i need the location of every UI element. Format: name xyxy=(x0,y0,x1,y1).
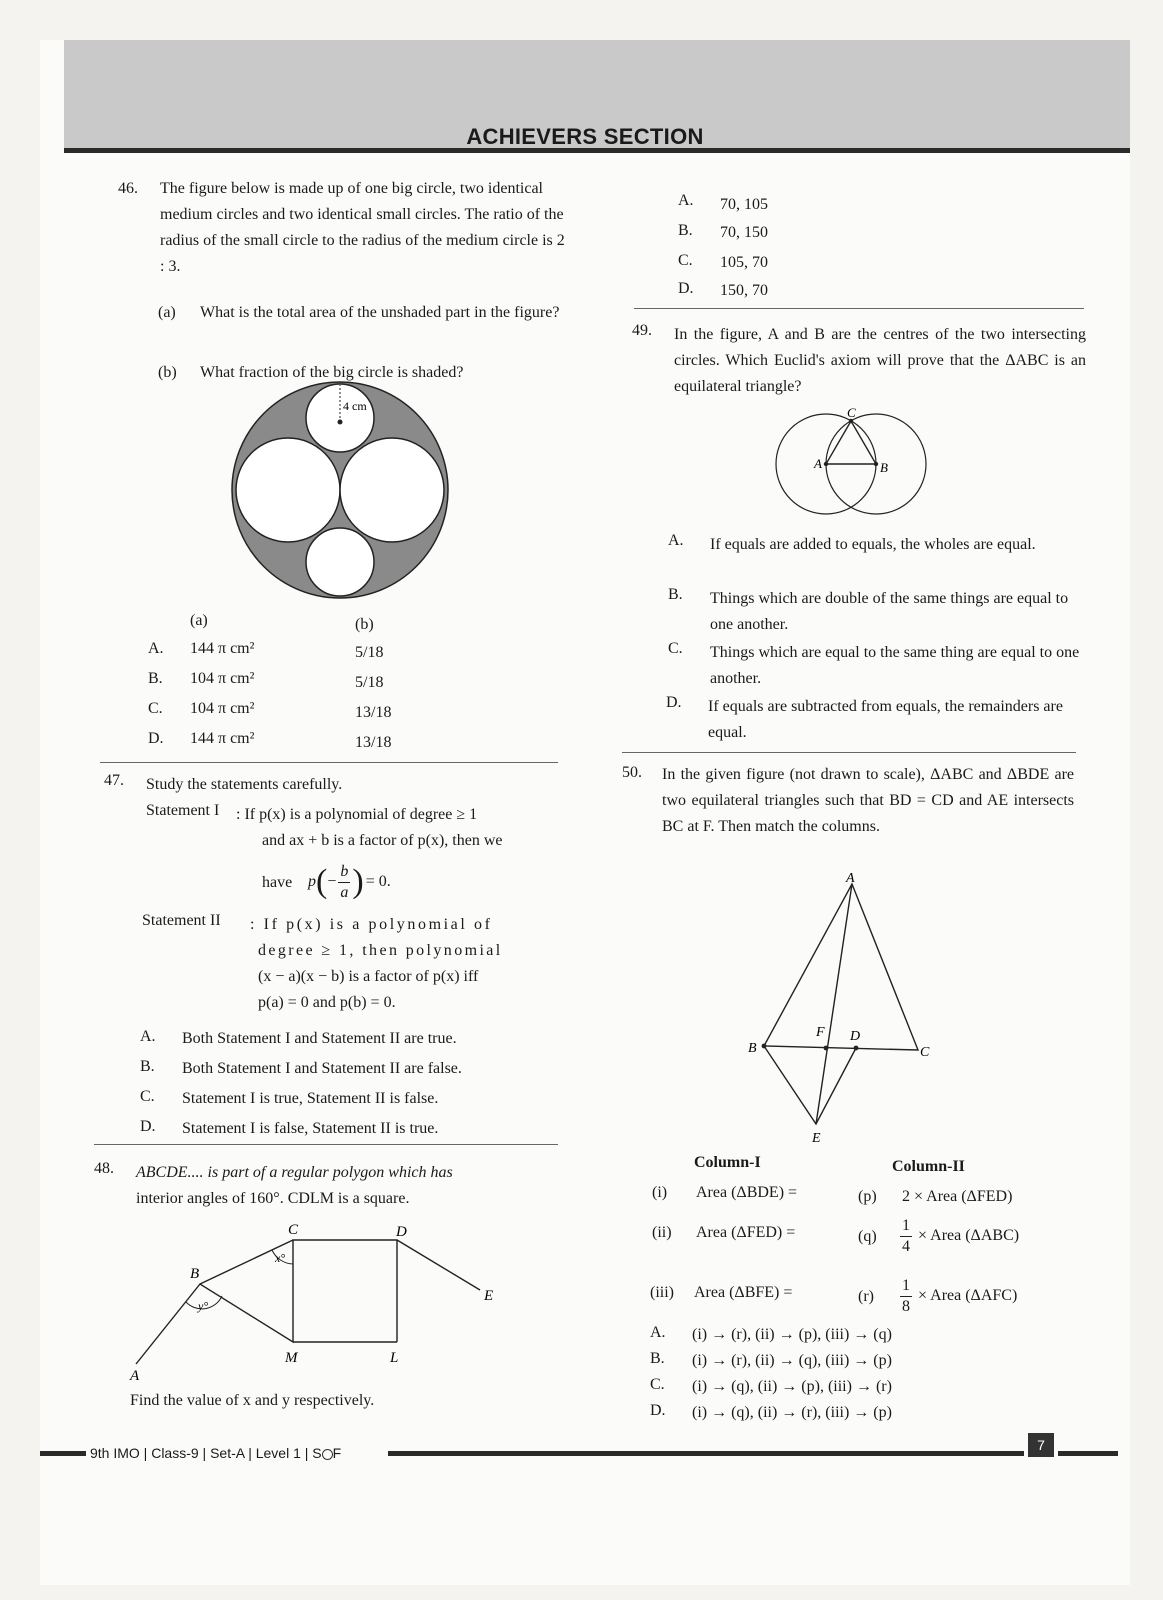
label-A: A xyxy=(130,1368,140,1384)
q48-number: 48. xyxy=(94,1160,114,1177)
divider xyxy=(100,762,558,763)
footer-rule-right xyxy=(1058,1451,1118,1456)
q50-row-right-label: (p) xyxy=(858,1188,877,1205)
q50-row-right: 2 × Area (ΔFED) xyxy=(902,1188,1013,1205)
q47-s1-line2: and ax + b is a factor of p(x), then we xyxy=(262,832,503,849)
q49-option-text: Things which are double of the same things are equal to one another. xyxy=(710,590,1069,633)
q47-option-letter[interactable]: A. xyxy=(140,1028,156,1045)
q50-row-label: (iii) xyxy=(650,1284,674,1301)
divider xyxy=(622,752,1076,753)
q50-number: 50. xyxy=(622,764,642,781)
q50-row-right-label: (q) xyxy=(858,1228,877,1245)
label-B: B xyxy=(190,1266,200,1282)
q46-col-b-header: (b) xyxy=(355,616,374,633)
q50-row-right-fraction xyxy=(900,1212,1019,1260)
q46-option-b: 13/18 xyxy=(355,704,392,721)
q46-option-letter[interactable]: B. xyxy=(148,670,163,687)
section-title: ACHIEVERS SECTION xyxy=(466,124,704,149)
q48-option-text: 70, 150 xyxy=(720,224,768,241)
q46-option-b: 13/18 xyxy=(355,734,392,751)
q47-option-text: Statement I is true, Statement II is false. xyxy=(182,1090,439,1107)
q50-row-right-fraction xyxy=(900,1272,1017,1320)
q49-option-text: Things which are equal to the same thing are equal to one another. xyxy=(710,644,1080,687)
q47-option-letter[interactable]: C. xyxy=(140,1088,155,1105)
label-C: C xyxy=(920,1045,930,1060)
label-B: B xyxy=(880,460,888,475)
q46-option-a: 104 π cm² xyxy=(190,700,255,717)
label-A: A xyxy=(846,871,855,886)
q48-option-text: 70, 105 xyxy=(720,196,768,213)
q49-option-letter[interactable]: B. xyxy=(668,586,683,603)
q47-equals: = 0. xyxy=(365,873,391,890)
q50-option-letter[interactable]: C. xyxy=(650,1376,665,1393)
q50-row-label: (ii) xyxy=(652,1224,672,1241)
q48-question: Find the value of x and y respectively. xyxy=(130,1392,375,1409)
q48-option-letter[interactable]: A. xyxy=(678,192,694,209)
footer-rule-middle xyxy=(388,1451,1024,1456)
q47-s2-line2: degree ≥ 1, then polynomial xyxy=(258,942,503,959)
radius-label: 4 cm xyxy=(343,399,367,413)
q47-option-letter[interactable]: D. xyxy=(140,1118,156,1135)
footer-logo-f: F xyxy=(332,1445,342,1461)
label-D: D xyxy=(850,1029,861,1044)
q47-s2-label: Statement II xyxy=(142,912,221,929)
sof-logo-icon xyxy=(322,1449,333,1460)
q47-fraction-expression: p ( − $\frac{b}{a}$ ) = 0. xyxy=(308,862,391,901)
footer-series: 9th IMO | Class-9 | Set-A | Level 1 | S xyxy=(90,1445,322,1461)
divider xyxy=(94,1144,558,1145)
q49-option-letter[interactable]: C. xyxy=(668,640,683,657)
q50-row-right-label: (r) xyxy=(858,1288,874,1305)
q46-sub-a-label: (a) xyxy=(158,304,176,321)
q46-option-a: 144 π cm² xyxy=(190,640,255,657)
q50-col2-header: Column-II xyxy=(892,1158,965,1175)
q50-row-left: Area (ΔBDE) = xyxy=(696,1184,798,1201)
q47-number: 47. xyxy=(104,772,124,789)
q49-number: 49. xyxy=(632,322,652,339)
q47-s2-line4: p(a) = 0 and p(b) = 0. xyxy=(258,994,396,1011)
medium-circle-left xyxy=(236,438,340,542)
medium-circle-right xyxy=(340,438,444,542)
q49-text: In the figure, A and B are the centres of the two intersecting circles. Which Euclid's axiom will prove that the ΔABC is an equilateral triangle? xyxy=(674,326,1086,395)
footer-rule-left xyxy=(40,1451,86,1456)
label-F: F xyxy=(816,1025,825,1040)
q46-sub-b-label: (b) xyxy=(158,364,177,381)
q50-option-letter[interactable]: D. xyxy=(650,1402,666,1419)
q49-option-text: If equals are added to equals, the wholes are equal. xyxy=(710,536,1036,553)
q50-row-left: Area (ΔBFE) = xyxy=(694,1284,793,1301)
footer-text xyxy=(90,1445,341,1461)
q49-option-letter[interactable]: A. xyxy=(668,532,684,549)
q47-intro: Study the statements carefully. xyxy=(146,776,343,793)
q47-s2-line1: : If p(x) is a polynomial of xyxy=(250,916,493,933)
q48-option-letter[interactable]: D. xyxy=(678,280,694,297)
label-L: L xyxy=(390,1350,399,1366)
label-E: E xyxy=(812,1131,821,1146)
q50-option-text: (i) → (r), (ii) → (q), (iii) → (p) xyxy=(692,1352,892,1369)
q47-option-letter[interactable]: B. xyxy=(140,1058,155,1075)
q47-option-text: Both Statement I and Statement II are true. xyxy=(182,1030,457,1047)
q46-option-letter[interactable]: C. xyxy=(148,700,163,717)
label-E: E xyxy=(484,1288,494,1304)
q48-line1: ABCDE.... is part of a regular polygon which has xyxy=(136,1164,453,1181)
frac-den: 4 xyxy=(902,1237,910,1255)
label-x: x° xyxy=(275,1251,286,1265)
divider xyxy=(634,308,1084,309)
q48-option-text: 105, 70 xyxy=(720,254,768,271)
q47-s2-line3: (x − a)(x − b) is a factor of p(x) iff xyxy=(258,968,479,985)
q50-row-left: Area (ΔFED) = xyxy=(696,1224,796,1241)
q48-option-text: 150, 70 xyxy=(720,282,768,299)
q50-option-text: (i) → (q), (ii) → (p), (iii) → (r) xyxy=(692,1378,892,1395)
q50-option-text: (i) → (r), (ii) → (p), (iii) → (q) xyxy=(692,1326,892,1343)
q50-col1-header: Column-I xyxy=(694,1154,761,1171)
q46-text: The figure below is made up of one big circle, two identical medium circles and two identical small circles. The ratio of the radius of the small circle to the radius of the medium circle is 2 : 3. xyxy=(160,180,565,275)
q47-s1-line1: : If p(x) is a polynomial of degree ≥ 1 xyxy=(236,806,478,823)
q50-option-letter[interactable]: A. xyxy=(650,1324,666,1341)
page xyxy=(40,40,1130,1585)
q49-option-letter[interactable]: D. xyxy=(666,694,682,711)
q49-circles-figure xyxy=(770,404,940,524)
small-circle-centre xyxy=(338,420,343,425)
q46-option-letter[interactable]: A. xyxy=(148,640,164,657)
q48-line2: interior angles of 160°. CDLM is a square. xyxy=(136,1190,410,1207)
q47-frac-num: b xyxy=(338,862,350,883)
label-A: A xyxy=(814,456,822,471)
q46-option-letter[interactable]: D. xyxy=(148,730,164,747)
small-circle-bottom xyxy=(306,528,374,596)
q46-number: 46. xyxy=(118,180,138,197)
frac-den: 8 xyxy=(902,1297,910,1315)
q46-option-a: 144 π cm² xyxy=(190,730,255,747)
q50-row-right: × Area (ΔABC) xyxy=(918,1227,1020,1244)
q46-circles-figure xyxy=(230,380,450,600)
q46-option-b: 5/18 xyxy=(355,674,384,691)
q48-polygon-figure xyxy=(120,1216,520,1386)
q47-s1-label: Statement I xyxy=(146,802,220,819)
q50-triangles-figure xyxy=(740,870,950,1150)
q50-text: In the given figure (not drawn to scale), ΔABC and ΔBDE are two equilateral triangles such that BD = CD and AE intersects BC at F. Then match the columns. xyxy=(662,766,1074,835)
q50-option-letter[interactable]: B. xyxy=(650,1350,665,1367)
frac-num: 1 xyxy=(900,1276,912,1297)
q47-option-text: Both Statement I and Statement II are false. xyxy=(182,1060,462,1077)
page-number: 7 xyxy=(1028,1433,1054,1457)
q50-row-label: (i) xyxy=(652,1184,668,1201)
label-C: C xyxy=(847,405,856,420)
label-B: B xyxy=(748,1041,757,1056)
q46-sub-b-text: What fraction of the big circle is shaded? xyxy=(200,364,464,381)
q48-option-letter[interactable]: B. xyxy=(678,222,693,239)
q47-p: p xyxy=(308,873,316,890)
label-y: y° xyxy=(198,1299,209,1313)
q50-option-text: (i) → (q), (ii) → (r), (iii) → (p) xyxy=(692,1404,892,1421)
q47-s1-have: have xyxy=(262,874,293,891)
q49-option-text: If equals are subtracted from equals, the remainders are equal. xyxy=(708,698,1063,741)
q46-option-b: 5/18 xyxy=(355,644,384,661)
label-M: M xyxy=(285,1350,298,1366)
q50-row-right: × Area (ΔAFC) xyxy=(918,1287,1018,1304)
q47-option-text: Statement I is false, Statement II is true. xyxy=(182,1120,439,1137)
q47-frac-den: a xyxy=(340,883,349,901)
q46-sub-a-text: What is the total area of the unshaded part in the figure? xyxy=(200,304,560,321)
label-C: C xyxy=(288,1222,299,1238)
q46-col-a-header: (a) xyxy=(190,612,208,629)
frac-num: 1 xyxy=(900,1216,912,1237)
q46-option-a: 104 π cm² xyxy=(190,670,255,687)
label-D: D xyxy=(396,1224,407,1240)
q48-option-letter[interactable]: C. xyxy=(678,252,693,269)
